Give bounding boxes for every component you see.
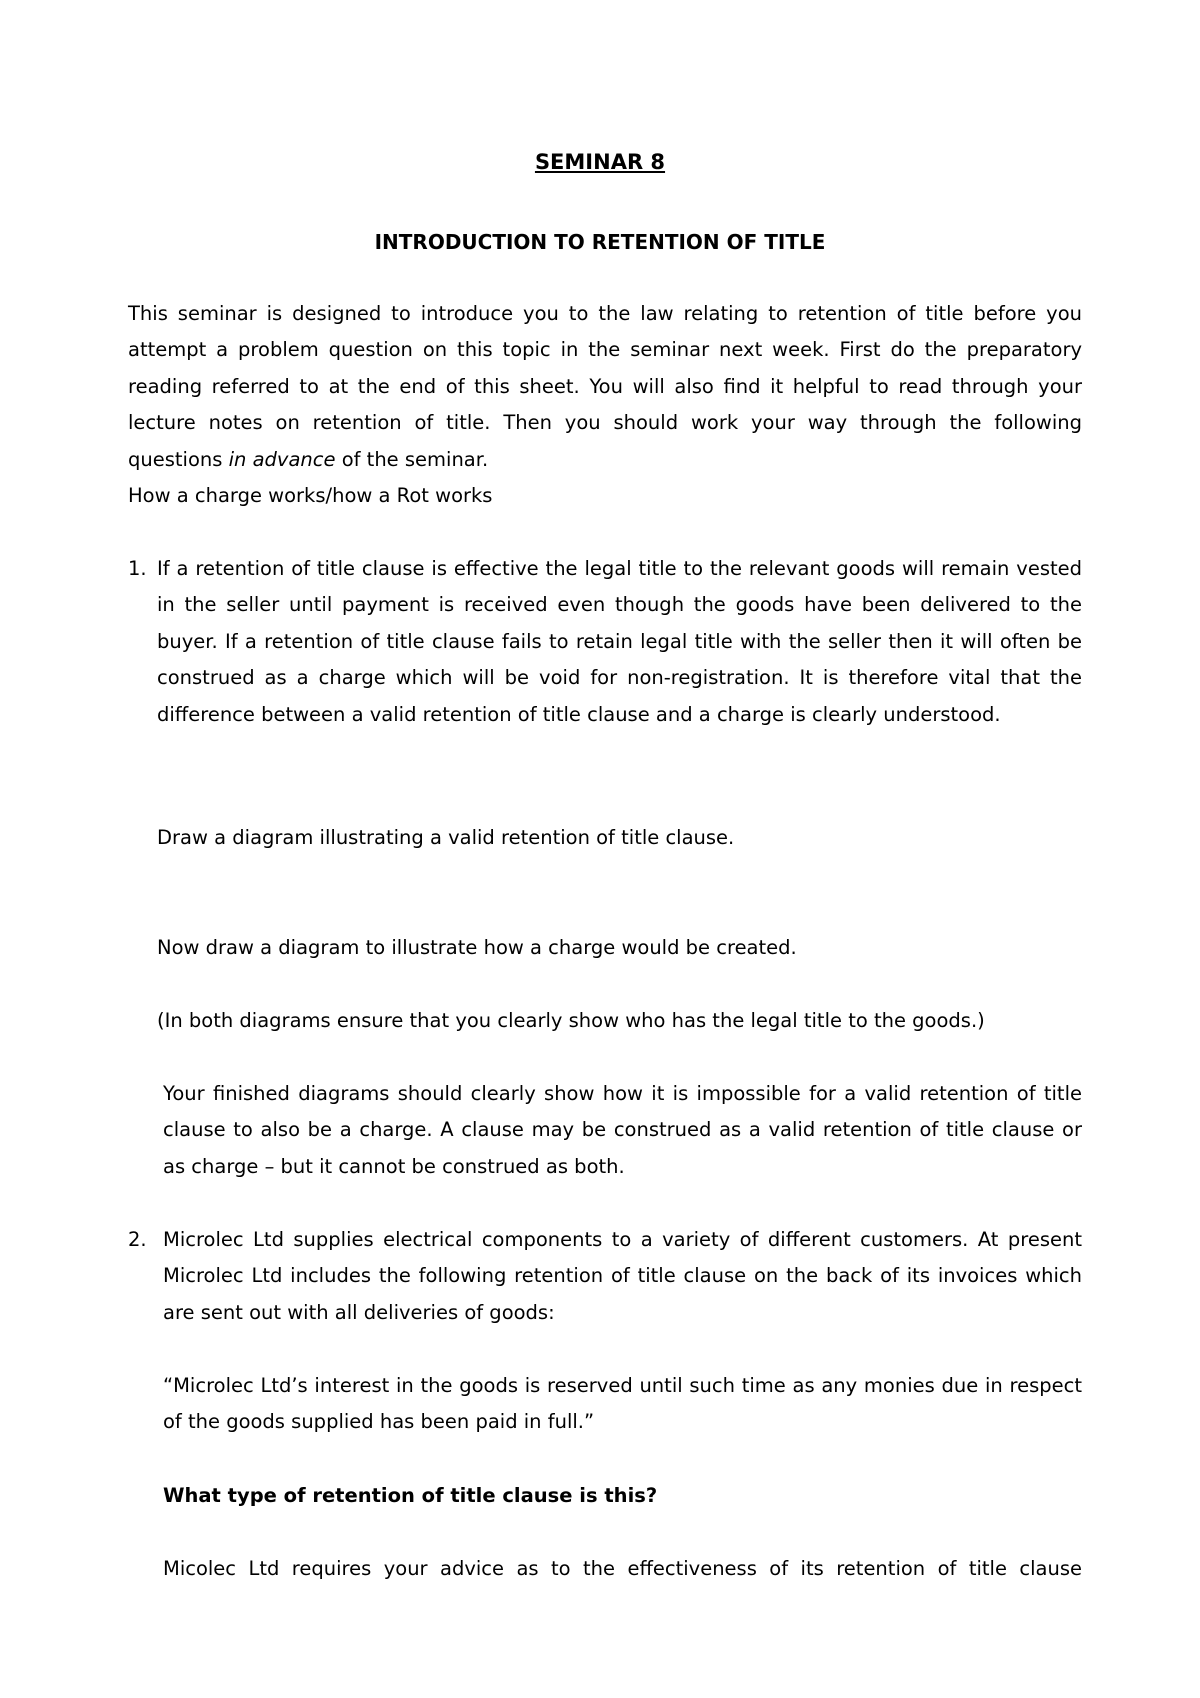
question-1-note: (In both diagrams ensure that you clearly show who has the legal title to the goods.): [157, 1009, 985, 1032]
question-2-number: 2.: [128, 1228, 147, 1251]
intro-paragraph: [128, 296, 1082, 471]
question-2-quote: “Microlec Ltd’s interest in the goods is reserved until such time as any monies due in respect of the goods supplied has been paid in full.”: [163, 1374, 1082, 1434]
question-1-number: 1.: [128, 557, 147, 580]
question-1-conclusion: Your finished diagrams should clearly show how it is impossible for a valid retention of title clause to also be a charge. A clause may be construed as a valid retention of title clause or as charge – but it cannot be construed as both.: [163, 1082, 1082, 1178]
question-1-text: If a retention of title clause is effective the legal title to the relevant goods will remain vested in the seller until payment is received even though the goods have been delivered to the buyer. If a retention of title clause fails to retain legal title with the seller then it will often be construed as a charge which will be void for non-registration. It is therefore vital that the difference between a valid retention of title clause and a charge is clearly understood.: [157, 557, 1082, 726]
page-subtitle: INTRODUCTION TO RETENTION OF TITLE: [374, 230, 826, 254]
intro-text: This seminar is designed to introduce you to the law relating to retention of title before you attempt a problem question on this topic in the seminar next week. First do the preparatory reading referred to at the end of this sheet. You will also find it helpful to read through your lecture notes on retention of title. Then you should work your way through the following questions: [128, 302, 1082, 471]
intro-text-end: of the seminar.: [341, 447, 489, 471]
question-2-advice: Micolec Ltd requires your advice as to the effectiveness of its retention of title clause: [163, 1557, 1082, 1580]
heading-note: How a charge works/how a Rot works: [128, 484, 493, 507]
question-1-task-charge: Now draw a diagram to illustrate how a charge would be created.: [157, 936, 797, 959]
question-2-text: Microlec Ltd supplies electrical components to a variety of different customers. At present Microlec Ltd includes the following retention of title clause on the back of its invoices which are sent out with all deliveries of goods:: [163, 1228, 1082, 1324]
intro-emphasis: in advance: [228, 447, 336, 471]
page-title: SEMINAR 8: [534, 150, 666, 174]
question-2-question: What type of retention of title clause is this?: [163, 1484, 658, 1507]
question-1-task-valid: Draw a diagram illustrating a valid retention of title clause.: [157, 826, 735, 849]
